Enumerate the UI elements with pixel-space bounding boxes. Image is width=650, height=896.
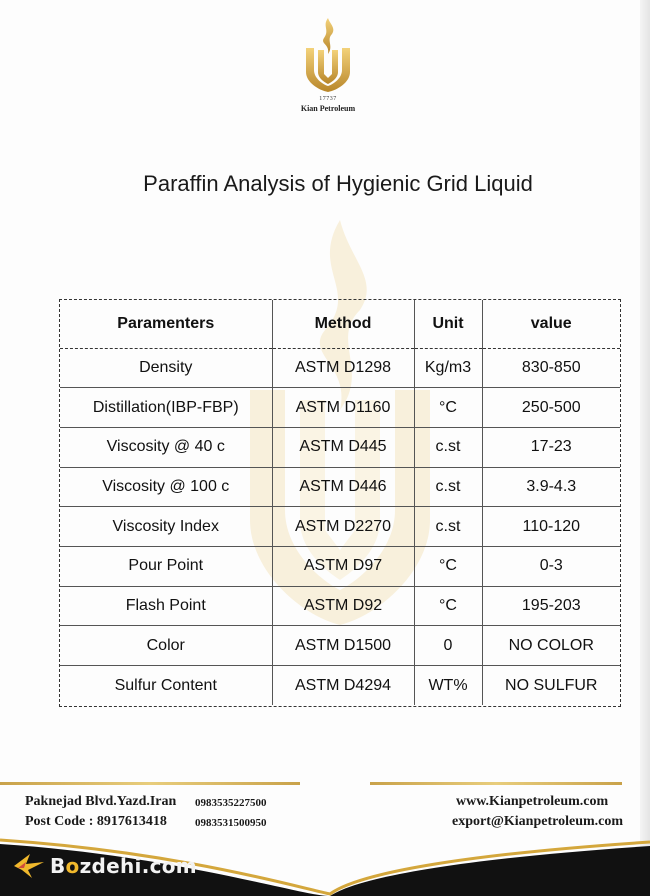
- cell-parameter: Viscosity @ 100 c: [60, 467, 272, 507]
- cell-value: 17-23: [482, 427, 620, 467]
- company-logo: [286, 14, 370, 116]
- cell-method: ASTM D92: [272, 586, 414, 626]
- cell-unit: °C: [414, 388, 482, 428]
- cell-method: ASTM D2270: [272, 507, 414, 547]
- table-row: [60, 467, 620, 507]
- cell-parameter: Distillation(IBP-FBP): [60, 388, 272, 428]
- page-edge: [640, 0, 650, 896]
- brand-watermark: [12, 848, 212, 884]
- header-method: Method: [272, 300, 414, 348]
- footer-divider-left: [0, 782, 300, 785]
- cell-unit: °C: [414, 546, 482, 586]
- table-row: [60, 348, 620, 388]
- cell-value: 195-203: [482, 586, 620, 626]
- cell-method: ASTM D97: [272, 546, 414, 586]
- cell-method: ASTM D1500: [272, 626, 414, 666]
- cell-method: ASTM D4294: [272, 666, 414, 706]
- cell-parameter: Color: [60, 626, 272, 666]
- table-row: [60, 388, 620, 428]
- cell-parameter: Density: [60, 348, 272, 388]
- header-parameters: Paramenters: [60, 300, 272, 348]
- cell-value: 250-500: [482, 388, 620, 428]
- cell-unit: c.st: [414, 507, 482, 547]
- brand-name: [50, 854, 197, 878]
- table-row: [60, 546, 620, 586]
- cell-unit: °C: [414, 586, 482, 626]
- cell-value: 830-850: [482, 348, 620, 388]
- brand-bird-icon: [12, 852, 46, 880]
- cell-unit: c.st: [414, 427, 482, 467]
- cell-method: ASTM D446: [272, 467, 414, 507]
- table-row: [60, 666, 620, 706]
- footer-postcode: Post Code : 8917613418: [25, 814, 167, 829]
- logo-company-name: Kian Petroleum: [300, 104, 356, 113]
- table-row: [60, 586, 620, 626]
- cell-unit: 0: [414, 626, 482, 666]
- brand-suffix: zdehi.com: [79, 854, 197, 878]
- brand-prefix: B: [50, 854, 66, 878]
- cell-value: 0-3: [482, 546, 620, 586]
- cell-method: ASTM D445: [272, 427, 414, 467]
- footer-divider-right: [370, 782, 622, 785]
- table-row: [60, 626, 620, 666]
- cell-value: 110-120: [482, 507, 620, 547]
- cell-unit: WT%: [414, 666, 482, 706]
- cell-unit: Kg/m3: [414, 348, 482, 388]
- table-header-row: [60, 300, 620, 348]
- header-unit: Unit: [414, 300, 482, 348]
- cell-parameter: Viscosity Index: [60, 507, 272, 547]
- cell-value: NO SULFUR: [505, 676, 598, 694]
- cell-method: ASTM D1298: [272, 348, 414, 388]
- analysis-table: [59, 299, 621, 707]
- footer-website[interactable]: www.Kianpetroleum.com: [456, 794, 609, 809]
- brand-o: o: [65, 854, 80, 878]
- cell-value: NO COLOR: [482, 626, 620, 666]
- logo-number: 17737: [319, 96, 337, 102]
- document-title: Paraffin Analysis of Hygienic Grid Liquid: [143, 171, 533, 196]
- footer-phone-2: 0983531500950: [195, 817, 267, 829]
- footer-phone-1: 0983535227500: [195, 797, 267, 809]
- header-value: value: [482, 300, 620, 348]
- cell-parameter: Flash Point: [60, 586, 272, 626]
- table-row: [60, 427, 620, 467]
- cell-method: ASTM D1160: [272, 388, 414, 428]
- flame-shield-icon: [300, 14, 356, 94]
- cell-value: 3.9-4.3: [482, 467, 620, 507]
- footer-address: Paknejad Blvd.Yazd.Iran: [25, 794, 177, 809]
- footer-email[interactable]: export@Kianpetroleum.com: [452, 814, 624, 829]
- cell-parameter: Viscosity @ 40 c: [60, 427, 272, 467]
- cell-unit: c.st: [414, 467, 482, 507]
- cell-parameter: Sulfur Content: [60, 666, 272, 706]
- cell-parameter: Pour Point: [60, 546, 272, 586]
- table-row: [60, 507, 620, 547]
